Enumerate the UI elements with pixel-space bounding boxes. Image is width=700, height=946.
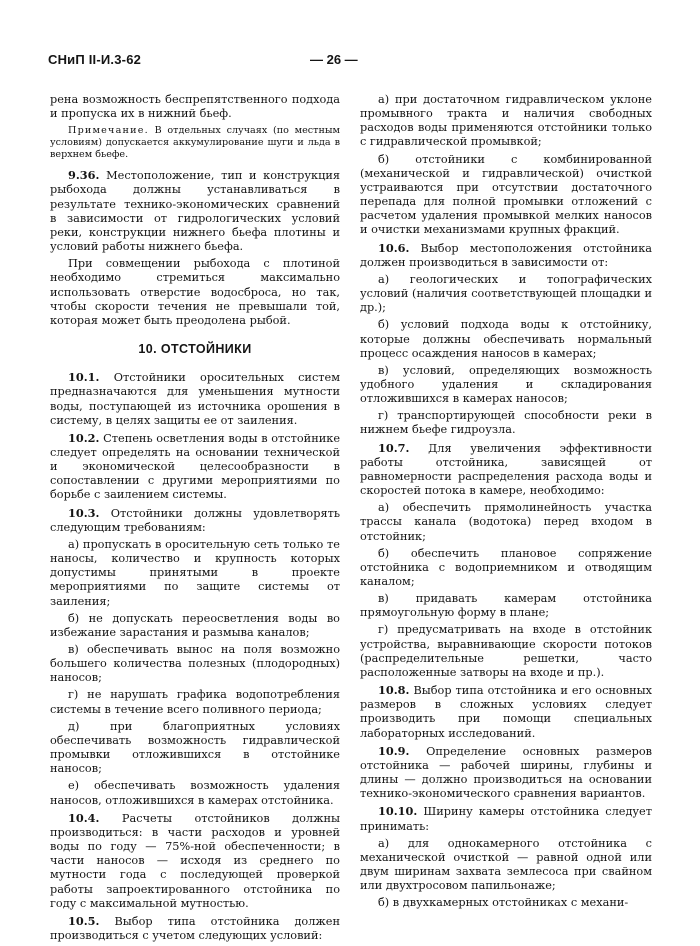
- clause-number: 10.6.: [378, 240, 410, 255]
- page-number: — 26 —: [310, 52, 358, 67]
- document-code: СНиП II-И.3-62: [48, 52, 142, 67]
- clause-number: 10.9.: [378, 743, 410, 758]
- clause-number: 9.36.: [68, 168, 100, 183]
- page-header: [48, 52, 650, 72]
- clause-number: 10.8.: [378, 683, 410, 698]
- note-text: В отдельных случаях (по местным условиям) допускается аккумулирование шуги и льда в верхнем бьефе.: [50, 125, 340, 161]
- paragraph: рена возможность беспрепятственного подхода и пропуска их в нижний бьеф.: [50, 93, 340, 121]
- clause-text: Определение основных размеров отстойника — рабочей ширины, глубины и длины — должно производиться на основании технико-экономического сравнения вариантов.: [360, 744, 653, 801]
- list-item: в) придавать камерам отстойника прямоугольную форму в плане;: [360, 592, 652, 620]
- clause-text: Выбор местоположения отстойника должен производиться в зависимости от:: [360, 241, 652, 269]
- clause-10-9: [360, 744, 652, 802]
- list-item: г) транспортирующей способности реки в нижнем бьефе гидроузла.: [360, 409, 652, 437]
- clause-number: 10.2.: [68, 430, 100, 445]
- clause-10-10: [360, 804, 652, 833]
- clause-text: Расчеты отстойников должны производиться: в части расходов и уровней воды по году — 75%-ной обеспеченности; в части наносов — исходя из среднего по мутности года с последующей проверкой работы запроектированного отстойника по году с максимальной мутностью.: [50, 811, 340, 910]
- section-title: 10. ОТСТОЙНИКИ: [138, 342, 252, 357]
- clause-number: 10.10.: [378, 804, 418, 819]
- list-item: г) предусматривать на входе в отстойник устройства, выравнивающие скорости потоков (распределительные решетки, часто расположенные затворы на входе и пр.).: [360, 623, 652, 679]
- list-item: в) обеспечивать вынос на поля возможно большего количества полезных (плодородных) наносов;: [50, 643, 340, 685]
- clause-text: Для увеличения эффективности работы отстойника, зависящей от равномерности распределения расхода воды и скоростей потока в камере, необходимо:: [360, 441, 653, 498]
- clause-9-36: [50, 168, 340, 254]
- clause-text: Отстойники должны удовлетворять следующим требованиям:: [50, 506, 340, 534]
- clause-10-6: [360, 241, 652, 270]
- clause-10-7: [360, 441, 652, 499]
- clause-10-2: [50, 431, 340, 503]
- clause-10-3: [50, 506, 340, 535]
- list-item: а) обеспечить прямолинейность участка трассы канала (водотока) перед входом в отстойник;: [360, 501, 652, 543]
- clause-number: 10.4.: [68, 810, 100, 825]
- clause-10-4: [50, 811, 340, 911]
- clause-number: 10.5.: [68, 913, 100, 928]
- list-item: б) не допускать переосветления воды во избежание зарастания и размыва каналов;: [50, 611, 340, 639]
- list-item: б) в двухкамерных отстойниках с механи-: [378, 896, 629, 910]
- note-label: Примечание.: [68, 125, 149, 137]
- list-item: а) пропускать в оросительную сеть только те наносы, количество и крупность которых допустимы принятыми в проекте мероприятиями по защите системы от заиления;: [50, 537, 340, 608]
- clause-number: 10.1.: [68, 370, 100, 385]
- paragraph: При совмещении рыбохода с плотиной необходимо стремиться максимально использовать отверстие водосброса, но так, чтобы скорости течения не превышали той, которая может быть преодолена рыбой.: [50, 257, 340, 327]
- clause-10-8: [360, 683, 652, 741]
- list-item: а) геологических и топографических условий (наличия соответствующей площадки и др.);: [360, 272, 652, 315]
- right-column: [360, 93, 652, 913]
- list-item: б) отстойники с комбинированной (механической и гидравлической) очисткой устраиваются при отсутствии достаточного перепада для полной промывки отложений с расчетом удаления промывкой мелких наносов и очистки механизмами крупных фракций.: [360, 152, 652, 237]
- clause-10-5: [50, 914, 340, 943]
- clause-number: 10.3.: [68, 505, 100, 520]
- note-paragraph: [50, 125, 340, 161]
- list-item: в) условий, определяющих возможность удобного удаления и складирования отложившихся в камерах наносов;: [360, 363, 652, 406]
- list-item: а) для однокамерного отстойника с механической очисткой — равной одной или двум ширинам захвата землесоса при свайном или двухтросовом папильонаже;: [360, 836, 652, 893]
- list-item: г) не нарушать графика водопотребления системы в течение всего поливного периода;: [50, 688, 340, 716]
- clause-text: Местоположение, тип и конструкция рыбохода должны устанавливаться в результате технико-экономических сравнений в зависимости от гидрологических условий реки, конструкции нижнего бьефа плотины и условий работы нижнего бьефа.: [50, 169, 341, 254]
- clause-number: 10.7.: [378, 440, 410, 455]
- clause-text: Выбор типа отстойника и его основных размеров в сложных условиях следует производить при помощи специальных лабораторных исследований.: [360, 684, 652, 740]
- left-column: [50, 93, 340, 946]
- list-item: б) обеспечить плановое сопряжение отстойника с водоприемником и отводящим каналом;: [360, 546, 652, 588]
- clause-text: Степень осветления воды в отстойнике следует определять на основании технической и экономической целесообразности в сопоставлении с другими мероприятиями по борьбе с заилением системы.: [50, 431, 341, 502]
- clause-text: Ширину камеры отстойника следует принимать:: [360, 805, 652, 833]
- list-item: а) при достаточном гидравлическом уклоне промывного тракта и наличия свободных расходов воды применяются отстойники только с гидравлической промывкой;: [360, 93, 652, 149]
- list-item: б) условий подхода воды к отстойнику, которые должны обеспечивать нормальный процесс осаждения наносов в камерах;: [360, 318, 652, 360]
- list-item: д) при благоприятных условиях обеспечивать возможность гидравлической промывки отложившихся в отстойнике наносов;: [50, 719, 340, 776]
- clause-10-1: [50, 370, 340, 428]
- list-item: е) обеспечивать возможность удаления наносов, отложившихся в камерах отстойника.: [50, 779, 340, 807]
- clause-text: Выбор типа отстойника должен производиться с учетом следующих условий:: [50, 914, 341, 942]
- clause-text: Отстойники оросительных систем предназначаются для уменьшения мутности воды, поступающей из источника орошения в систему, в целях защиты ее от заиления.: [50, 371, 341, 427]
